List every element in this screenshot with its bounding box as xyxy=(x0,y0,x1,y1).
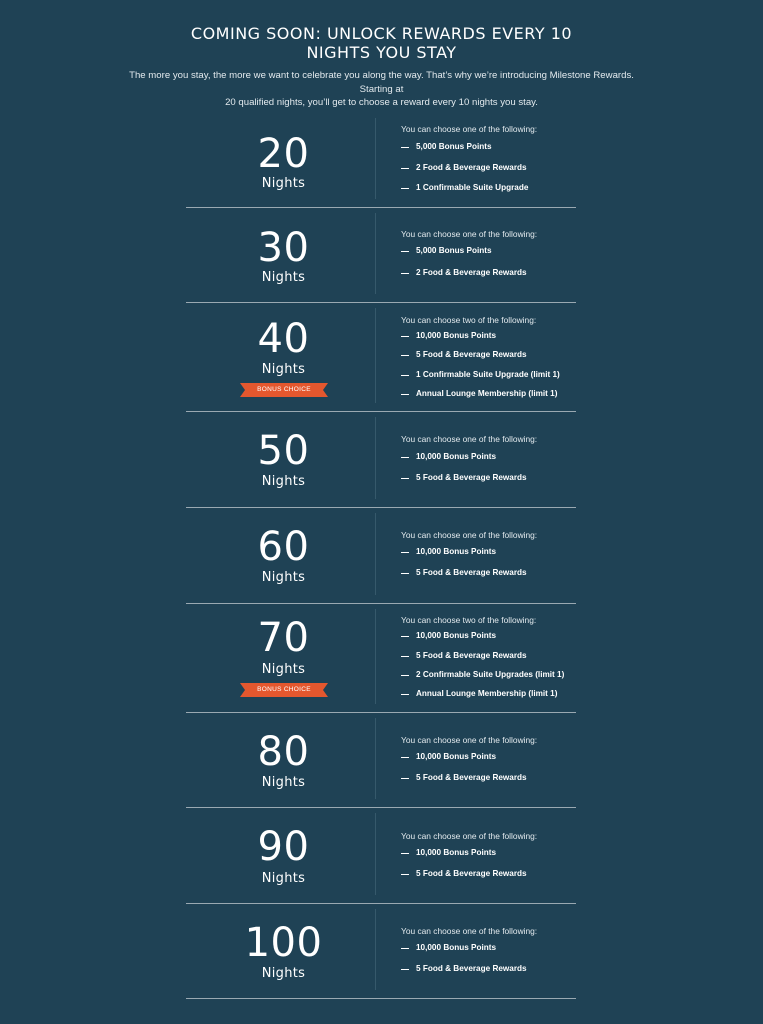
reward-option xyxy=(401,182,581,194)
tier-rewards-intro: You can choose one of the following: xyxy=(401,229,538,239)
dash-icon xyxy=(401,147,409,148)
tier-nights-column xyxy=(186,302,376,411)
tier-rewards-intro: You can choose one of the following: xyxy=(401,530,538,540)
reward-option xyxy=(401,963,581,975)
dash-icon xyxy=(401,948,409,949)
tier-rewards-intro: You can choose one of the following: xyxy=(401,124,538,134)
reward-option-label: 1 Confirmable Suite Upgrade (limit 1) xyxy=(416,370,560,379)
tier-nights-number: 60 xyxy=(257,524,310,570)
dash-icon xyxy=(401,874,409,875)
tier-nights-column xyxy=(186,903,376,998)
bonus-choice-badge xyxy=(240,383,328,397)
milestone-tier-80 xyxy=(186,712,576,808)
reward-option-label: 5 Food & Beverage Rewards xyxy=(416,568,527,577)
tier-rewards-intro: You can choose one of the following: xyxy=(401,926,538,936)
dash-icon xyxy=(401,757,409,758)
dash-icon xyxy=(401,457,409,458)
reward-option-label: Annual Lounge Membership (limit 1) xyxy=(416,689,558,698)
tier-nights-column xyxy=(186,112,376,207)
tier-nights-number: 20 xyxy=(257,131,310,177)
tier-nights-label: Nights xyxy=(261,270,306,285)
reward-option-label: 10,000 Bonus Points xyxy=(416,943,497,952)
dash-icon xyxy=(401,273,409,274)
reward-option-label: 10,000 Bonus Points xyxy=(416,752,497,761)
tier-nights-label: Nights xyxy=(261,775,306,790)
tier-nights-column xyxy=(186,712,376,807)
column-divider xyxy=(375,308,376,403)
tier-rewards-intro: You can choose two of the following: xyxy=(401,315,537,325)
column-divider xyxy=(375,718,376,799)
tier-nights-number: 40 xyxy=(257,316,310,362)
dash-icon xyxy=(401,251,409,252)
dash-icon xyxy=(401,375,409,376)
reward-option xyxy=(401,567,581,579)
reward-option-label: 10,000 Bonus Points xyxy=(416,331,497,340)
dash-icon xyxy=(401,394,409,395)
dash-icon xyxy=(401,853,409,854)
reward-option xyxy=(401,669,581,681)
reward-option xyxy=(401,451,581,463)
tier-nights-column xyxy=(186,411,376,507)
reward-option xyxy=(401,942,581,954)
reward-option-label: 5 Food & Beverage Rewards xyxy=(416,869,527,878)
milestone-tier-60 xyxy=(186,507,576,604)
tier-nights-number: 80 xyxy=(257,729,310,775)
reward-option xyxy=(401,630,581,642)
reward-option xyxy=(401,868,581,880)
tier-nights-number: 70 xyxy=(257,615,310,661)
dash-icon xyxy=(401,969,409,970)
dash-icon xyxy=(401,656,409,657)
reward-option-label: 10,000 Bonus Points xyxy=(416,848,497,857)
reward-option-label: 10,000 Bonus Points xyxy=(416,452,497,461)
dash-icon xyxy=(401,573,409,574)
reward-option xyxy=(401,162,581,174)
page-subtitle xyxy=(112,69,651,110)
tier-nights-column xyxy=(186,207,376,302)
reward-option-label: 10,000 Bonus Points xyxy=(416,631,497,640)
milestone-tier-40 xyxy=(186,302,576,412)
dash-icon xyxy=(401,478,409,479)
column-divider xyxy=(375,609,376,704)
reward-option-label: 2 Food & Beverage Rewards xyxy=(416,163,527,172)
reward-option xyxy=(401,141,581,153)
tier-rewards-intro: You can choose one of the following: xyxy=(401,434,538,444)
reward-option-label: 5 Food & Beverage Rewards xyxy=(416,773,527,782)
reward-option xyxy=(401,650,581,662)
reward-option-label: 1 Confirmable Suite Upgrade xyxy=(416,183,529,192)
column-divider xyxy=(375,813,376,895)
reward-option xyxy=(401,751,581,763)
dash-icon xyxy=(401,675,409,676)
reward-option-label: 2 Food & Beverage Rewards xyxy=(416,268,527,277)
dash-icon xyxy=(401,355,409,356)
reward-option-label: 5,000 Bonus Points xyxy=(416,246,492,255)
tier-nights-column xyxy=(186,507,376,603)
reward-option-label: Annual Lounge Membership (limit 1) xyxy=(416,389,558,398)
reward-option xyxy=(401,388,581,400)
reward-option xyxy=(401,245,581,257)
bonus-choice-label: BONUS CHOICE xyxy=(257,386,311,393)
tier-nights-number: 90 xyxy=(257,824,310,870)
page-subtitle-line-2: 20 qualified nights, you’ll get to choose a reward every 10 nights you stay. xyxy=(225,97,538,108)
dash-icon xyxy=(401,168,409,169)
reward-option xyxy=(401,772,581,784)
page-title xyxy=(0,24,763,62)
milestone-tier-30 xyxy=(186,207,576,303)
reward-option xyxy=(401,369,581,381)
tier-nights-label: Nights xyxy=(261,474,306,489)
tier-rewards-intro: You can choose one of the following: xyxy=(401,831,538,841)
reward-option xyxy=(401,688,581,700)
reward-option xyxy=(401,847,581,859)
reward-option-label: 2 Confirmable Suite Upgrades (limit 1) xyxy=(416,670,565,679)
tier-nights-number: 100 xyxy=(244,920,323,966)
reward-option xyxy=(401,472,581,484)
milestone-tier-90 xyxy=(186,807,576,904)
tier-nights-label: Nights xyxy=(261,176,306,191)
reward-option xyxy=(401,267,581,279)
tier-nights-column xyxy=(186,603,376,712)
tier-rewards-intro: You can choose two of the following: xyxy=(401,615,537,625)
bonus-choice-label: BONUS CHOICE xyxy=(257,686,311,693)
column-divider xyxy=(375,513,376,595)
milestone-tier-20 xyxy=(186,112,576,208)
tier-nights-number: 30 xyxy=(257,225,310,271)
column-divider xyxy=(375,417,376,499)
reward-option-label: 5 Food & Beverage Rewards xyxy=(416,651,527,660)
reward-option-label: 5,000 Bonus Points xyxy=(416,142,492,151)
tier-nights-number: 50 xyxy=(257,428,310,474)
dash-icon xyxy=(401,778,409,779)
reward-option-label: 5 Food & Beverage Rewards xyxy=(416,964,527,973)
milestone-tier-70 xyxy=(186,603,576,713)
reward-option xyxy=(401,330,581,342)
page-title-line-2: NIGHTS YOU STAY xyxy=(306,43,457,62)
reward-option-label: 5 Food & Beverage Rewards xyxy=(416,350,527,359)
dash-icon xyxy=(401,694,409,695)
reward-option-label: 5 Food & Beverage Rewards xyxy=(416,473,527,482)
reward-option xyxy=(401,349,581,361)
tier-nights-label: Nights xyxy=(261,362,306,377)
dash-icon xyxy=(401,636,409,637)
dash-icon xyxy=(401,188,409,189)
tier-nights-label: Nights xyxy=(261,662,306,677)
page-subtitle-line-1: The more you stay, the more we want to celebrate you along the way. That’s why we’re introducing Milestone Rewards. Starting at xyxy=(129,70,634,95)
column-divider xyxy=(375,118,376,199)
reward-option-label: 10,000 Bonus Points xyxy=(416,547,497,556)
tier-rewards-intro: You can choose one of the following: xyxy=(401,735,538,745)
reward-option xyxy=(401,546,581,558)
tier-nights-label: Nights xyxy=(261,570,306,585)
tier-nights-column xyxy=(186,807,376,903)
column-divider xyxy=(375,909,376,990)
tier-nights-label: Nights xyxy=(261,966,306,981)
milestone-tier-50 xyxy=(186,411,576,508)
page-title-line-1: COMING SOON: UNLOCK REWARDS EVERY 10 xyxy=(190,24,573,43)
column-divider xyxy=(375,213,376,294)
bonus-choice-badge xyxy=(240,683,328,697)
milestone-tier-100 xyxy=(186,903,576,999)
dash-icon xyxy=(401,552,409,553)
dash-icon xyxy=(401,336,409,337)
tier-nights-label: Nights xyxy=(261,871,306,886)
